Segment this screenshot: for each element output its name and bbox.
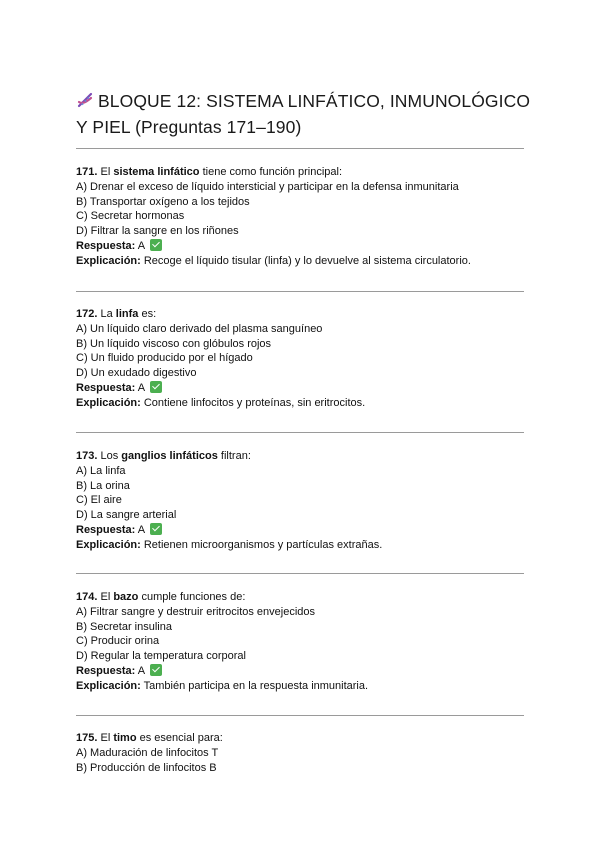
answer-line [76,664,536,679]
question-172 [76,307,536,411]
option-d: D) Regular la temperatura corporal [76,650,246,663]
divider [76,432,524,433]
stem-post: tiene como función principal: [199,166,342,178]
stem-post: cumple funciones de: [138,591,246,603]
stem-pre: El [97,166,114,178]
stem-post: filtran: [217,450,251,462]
stem-pre: Los [97,450,122,462]
question-stem [76,165,536,180]
option-c: C) Secretar hormonas [76,210,185,223]
option-b: B) La orina [76,479,130,492]
explanation-text: Recoge el líquido tisular (linfa) y lo devuelve al sistema circulatorio. [140,254,471,267]
question-171 [76,165,536,269]
explanation-line [76,679,536,694]
answer-value: A [135,381,145,394]
option-d: D) La sangre arterial [76,509,177,522]
answer-line [76,523,536,538]
key-term: timo [113,732,137,744]
divider [76,148,524,149]
page-title [76,88,536,140]
key-term: sistema linfático [113,166,200,178]
explanation-label: Explicación: [76,538,141,551]
answer-value: A [135,523,145,536]
question-number: 171. [76,166,98,178]
question-number: 175. [76,732,98,744]
answer-line [76,381,536,396]
question-stem [76,590,536,605]
dna-icon [76,90,94,108]
explanation-text: Retienen microorganismos y partículas extrañas. [140,538,383,551]
answer-value: A [135,664,145,677]
question-stem [76,449,536,464]
explanation-line [76,538,536,553]
divider [76,573,524,574]
question-175 [76,731,536,775]
answer-value: A [135,239,145,252]
question-number: 174. [76,591,98,603]
stem-pre: La [97,308,116,320]
key-term: bazo [113,591,139,603]
answer-label: Respuesta: [76,664,136,677]
stem-post: es: [138,308,157,320]
explanation-label: Explicación: [76,396,141,409]
option-d: D) Filtrar la sangre en los riñones [76,225,239,238]
check-mark-icon [150,381,162,393]
option-c: C) Un fluido producido por el hígado [76,352,253,365]
stem-pre: El [97,591,114,603]
question-number: 172. [76,308,98,320]
key-term: linfa [115,308,139,320]
question-stem [76,307,536,322]
answer-label: Respuesta: [76,523,136,536]
answer-line [76,239,536,254]
option-a: A) Filtrar sangre y destruir eritrocitos envejecidos [76,605,316,618]
explanation-label: Explicación: [76,679,141,692]
option-b: B) Un líquido viscoso con glóbulos rojos [76,337,272,350]
option-a: A) La linfa [76,464,126,477]
option-b: B) Secretar insulina [76,620,172,633]
question-number: 173. [76,450,98,462]
option-a: A) Maduración de linfocitos T [76,746,219,759]
explanation-line [76,254,536,269]
explanation-line [76,396,536,411]
explanation-label: Explicación: [76,254,141,267]
check-mark-icon [150,664,162,676]
check-mark-icon [150,239,162,251]
stem-post: es esencial para: [136,732,223,744]
answer-label: Respuesta: [76,381,136,394]
question-174 [76,590,536,694]
question-173 [76,449,536,553]
title-text: BLOQUE 12: SISTEMA LINFÁTICO, INMUNOLÓGICO Y PIEL (Preguntas 171–190) [76,91,531,137]
stem-pre: El [97,732,114,744]
question-stem [76,731,536,746]
option-a: A) Un líquido claro derivado del plasma sanguíneo [76,322,323,335]
option-b: B) Transportar oxígeno a los tejidos [76,195,250,208]
option-d: D) Un exudado digestivo [76,367,197,380]
explanation-text: También participa en la respuesta inmunitaria. [140,679,369,692]
divider [76,291,524,292]
explanation-text: Contiene linfocitos y proteínas, sin eritrocitos. [140,396,366,409]
option-c: C) Producir orina [76,635,160,648]
check-mark-icon [150,523,162,535]
key-term: ganglios linfáticos [121,450,218,462]
divider [76,715,524,716]
option-c: C) El aire [76,494,122,507]
answer-label: Respuesta: [76,239,136,252]
option-a: A) Drenar el exceso de líquido intersticial y participar en la defensa inmunitaria [76,180,459,193]
option-b: B) Producción de linfocitos B [76,761,217,774]
